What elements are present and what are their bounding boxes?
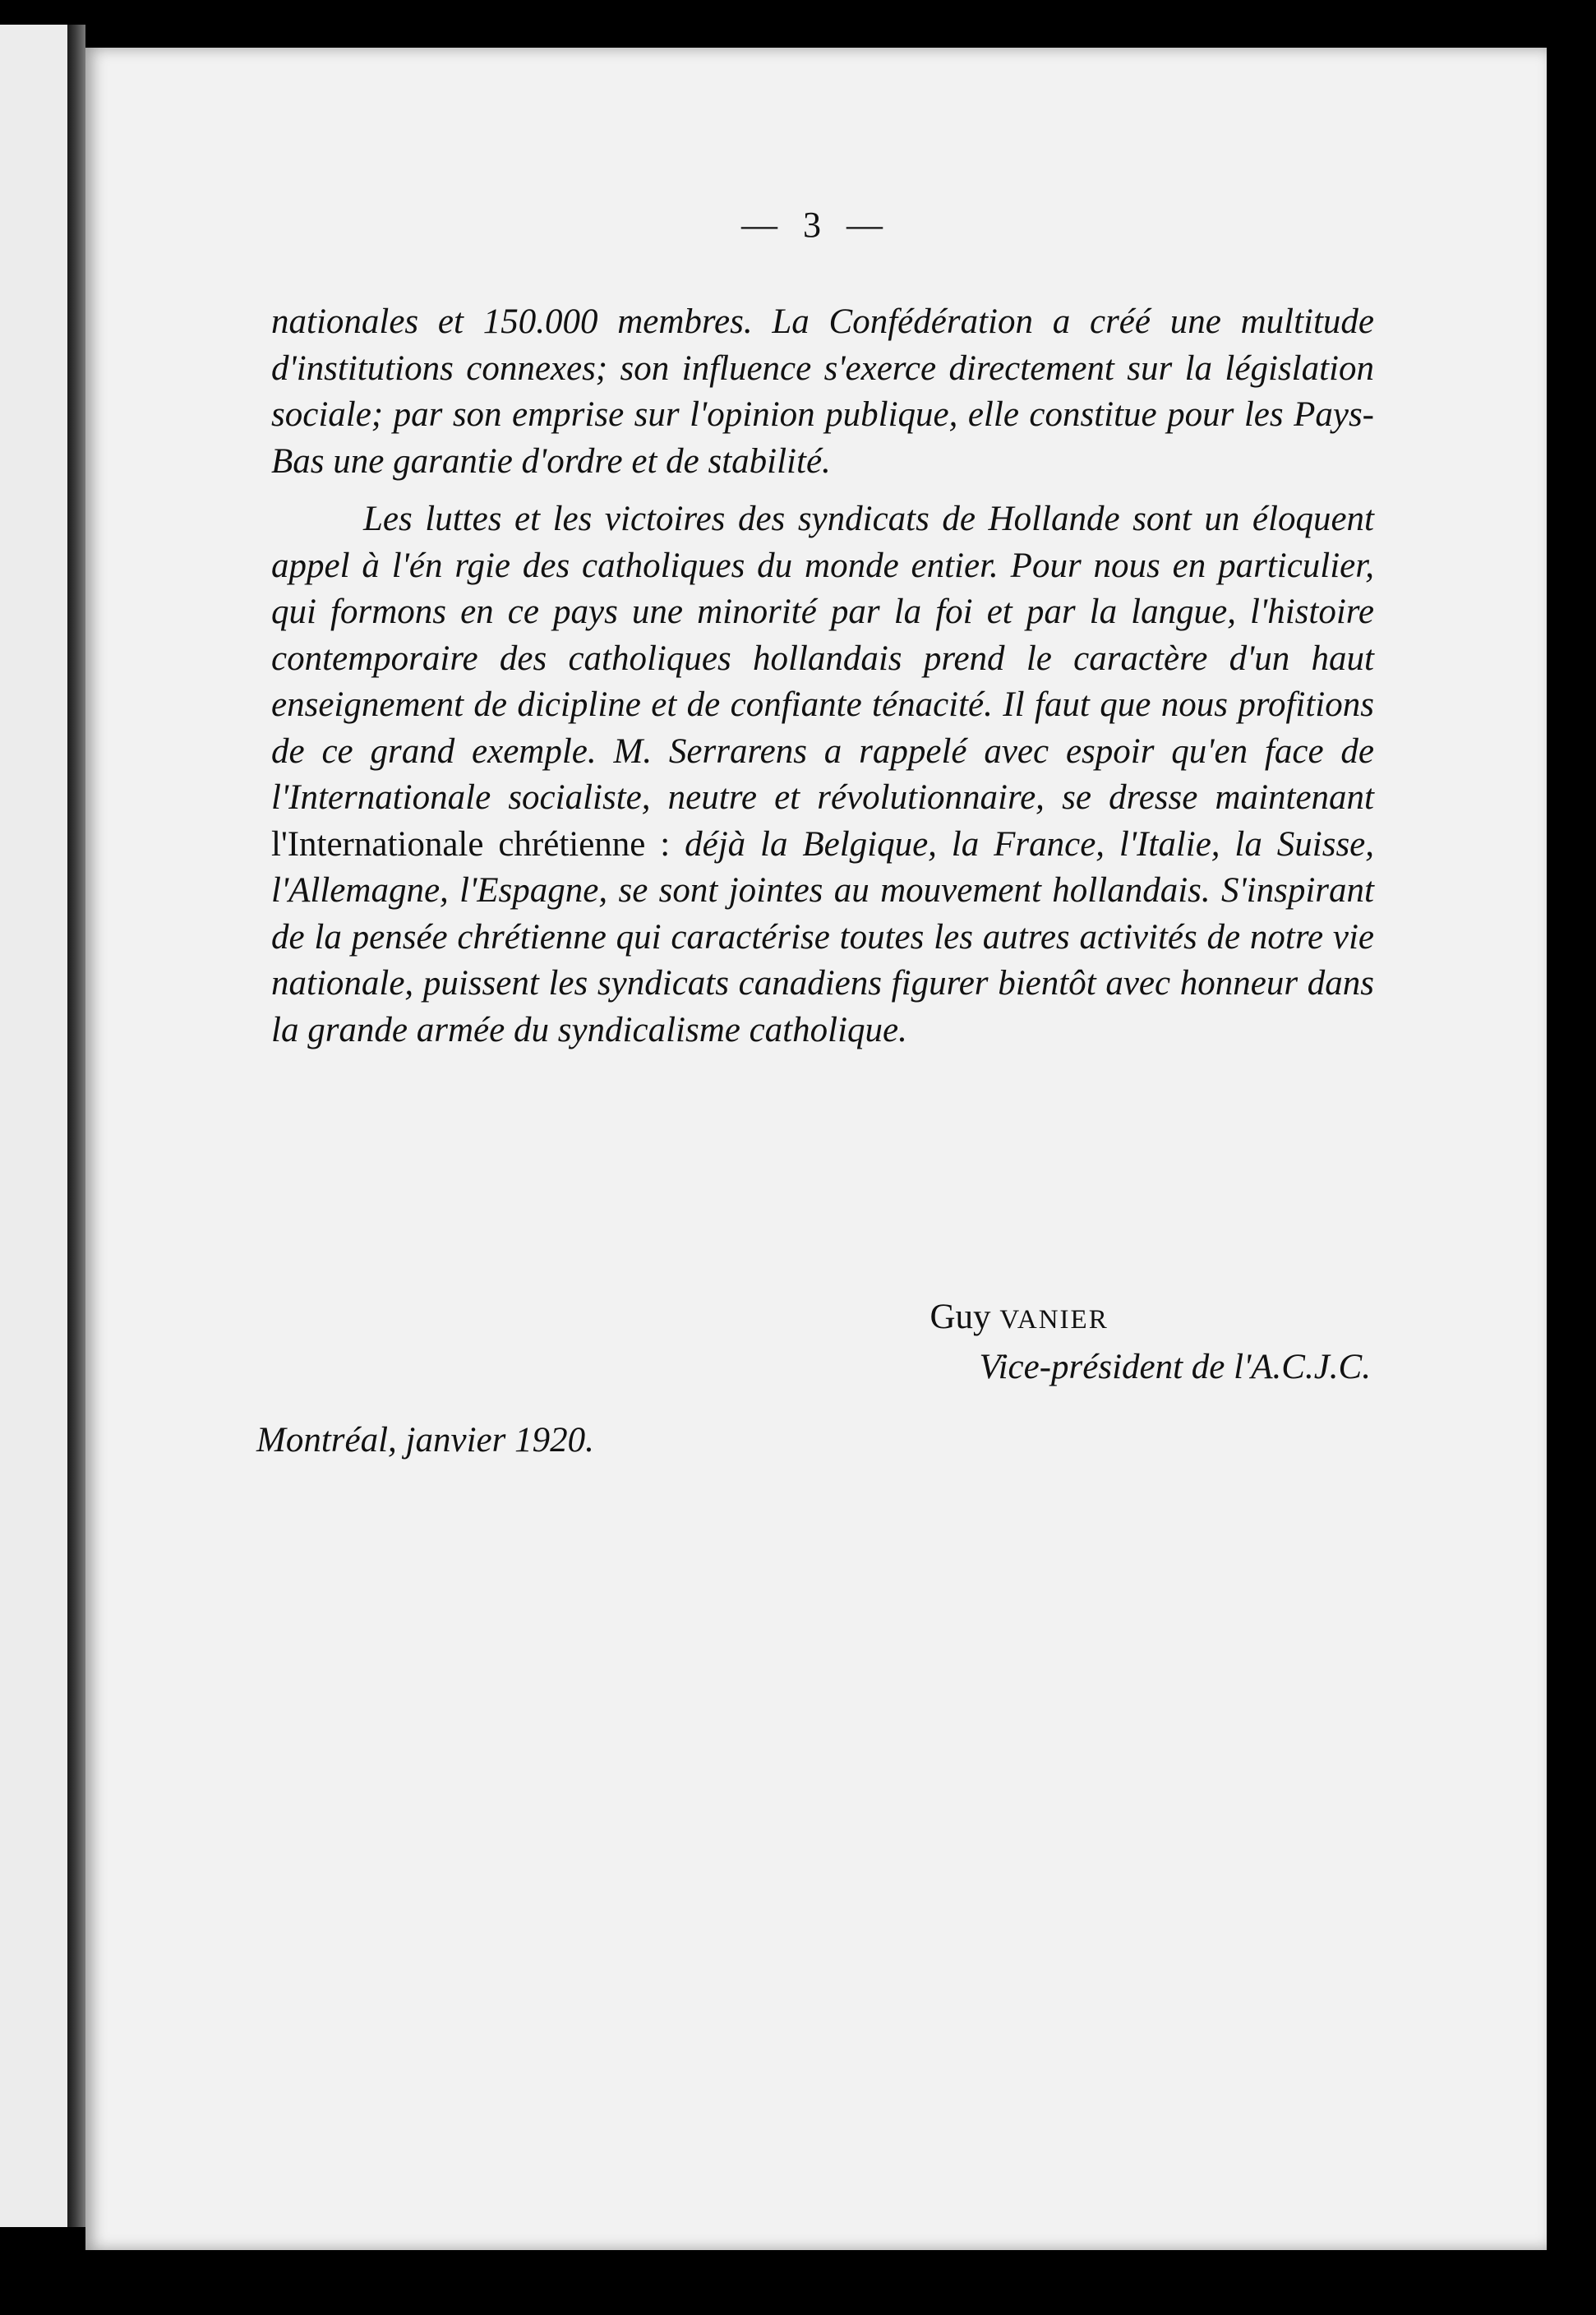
paragraph-2-roman-phrase: l'Internationale chrétienne :: [271, 824, 671, 864]
book-binding: [67, 25, 85, 2227]
signature-first-name: Guy: [929, 1298, 991, 1336]
signature-name: [930, 1294, 1372, 1344]
body-text: [271, 299, 1374, 1054]
paragraph-1: nationales et 150.000 membres. La Confédération a créé une multitude d'institutions connexes; son influence s'exerce directement sur la législation sociale; par son emprise sur l'opinion publique, elle constitue pour les Pays-Bas une garantie d'ordre et de stabilité.: [271, 302, 1374, 481]
paragraph-2: [271, 496, 1374, 1054]
previous-page-edge: [0, 25, 67, 2227]
signature-last-name: VANIER: [999, 1305, 1109, 1335]
document-page: [85, 48, 1547, 2250]
paragraph-2-part-a: Les luttes et les victoires des syndicats de Hollande sont un éloquent appel à l'én rgie des catholiques du monde entier. Pour nous en particulier, qui formons en ce pays une minorité par la foi et par la langue, l'histoire contemporaire des catholiques hollandais prend le caractère d'un haut enseignement de dicipline et de confiante ténacité. Il faut que nous profitions de ce grand exemple. M. Serrarens a rappelé avec espoir qu'en face de l'Internationale socialiste, neutre et révolutionnaire, se dresse maintenant: [271, 500, 1374, 817]
place-date: Montréal, janvier 1920.: [256, 1421, 594, 1460]
signature-block: [930, 1294, 1372, 1391]
signature-title: Vice-président de l'A.C.J.C.: [979, 1348, 1371, 1386]
paragraph-2-part-b: déjà la Belgique, la France, l'Italie, la Suisse, l'Allemagne, l'Espagne, se sont jointes au mouvement hollandais. S'inspirant de la pensée chrétienne qui caractérise toutes les autres activités de notre vie nationale, puissent les syndicats canadiens figurer bientôt avec honneur dans la grande armée du syndicalisme catholique.: [271, 824, 1375, 1049]
page-number: — 3 —: [741, 205, 891, 245]
